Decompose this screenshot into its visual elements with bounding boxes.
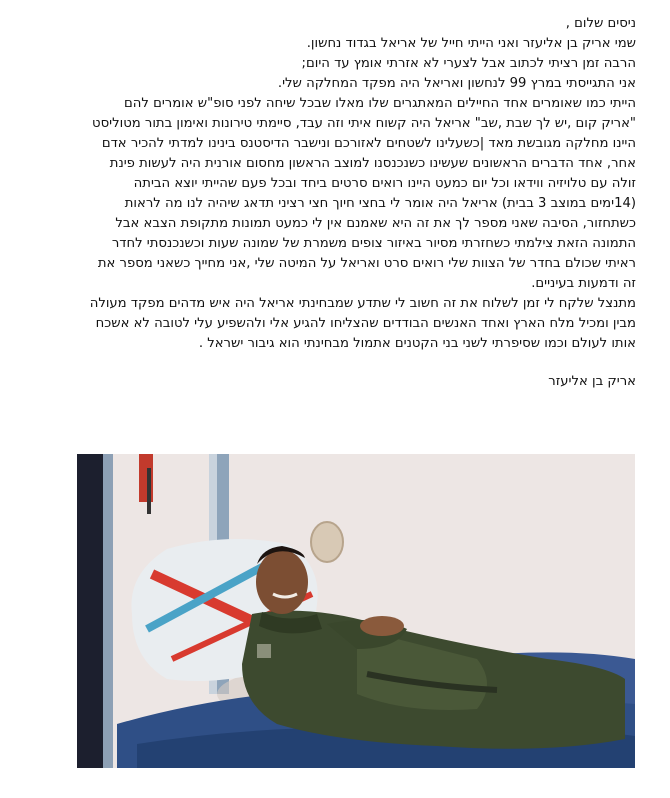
- letter-line: "אריק קום ,יש לך שבת ,שב" אריאל היה קשוח איתי וזה עבד, סיימתי טירונות ואימון בתור מטוליסט: [92, 116, 636, 131]
- letter-line: אותו לעולם וכמו שסיפרתי לשני בני הקטנים אתמול מבחינתי הוא גיבור ישראל .: [198, 336, 636, 351]
- soldier-hands: [360, 616, 404, 636]
- letter-greeting: ניסים שלום ,: [565, 16, 636, 31]
- photo-soldier-on-bunk: [77, 454, 635, 768]
- letter-line: כשתחזור, הסיבה שאני מספר לך את זה היא שאמנם אין לי כמעט תמונות מתקופת הצבא אבל: [115, 216, 636, 231]
- letter-line: זה ודמעות בעיניים.: [531, 276, 636, 291]
- letter-line: היינו מחלקה מגובשת מאד |כשעלינו לשטחים לאזורכם ונישבר הדיסטנס בינינו למדתי להכיר אדם: [101, 136, 636, 151]
- wall-hole: [311, 522, 343, 562]
- letter-line: זולה עם טלויזיה ווידאו וכל יום כמעט היינו רואים סרטים ביחד ובכל פעם שהייתי יוצא הביתה: [133, 176, 636, 191]
- letter-line: אני התגייסתי במרץ 99 לנחשון ואריאל היה מפקד המחלקה שלי.: [277, 76, 636, 91]
- soldier-head: [256, 550, 308, 614]
- letter-line: הייתי כמו שאומרים אחד החיילים המאתגרים שלו מאלו שבכל שיחה לפני סופ"ש אומרים להם: [124, 96, 636, 111]
- letter-line: אחר, אחד הדברים הראשונים שעשינו כשנכנסנו למוצב הראשון מחסום אורנית היה לעשות פינת: [109, 156, 636, 171]
- bunk-post: [103, 454, 113, 768]
- letter-text: [40, 14, 636, 392]
- letter-line: מתנצל שלקח לי זמן לשלוח את זה חשוב לי שתדע שמבחינתי אריאל היה איש מדהים מפקד מעולה: [89, 296, 636, 311]
- letter-line: מבין ומכיל מלח הארץ ואחד האנשים הבודדים שהצליחו להגיע אלי ולהשפיע עלי לטובה לא אשכח: [95, 316, 636, 331]
- letter-line: הרבה זמן רציתי לכתוב אבל לצערי לא אזרתי אומץ עד היום;: [301, 56, 636, 71]
- letter-line: ראיתי שכולם בחדר של הצוות שלי רואים סרט ואריאל על המיטה שלי ,אני מחייך כשאני מספר את: [97, 256, 636, 271]
- shoulder-patch: [257, 644, 271, 658]
- letter-signature: אריק בן אליעזר: [548, 374, 636, 389]
- strap-clip: [147, 468, 151, 514]
- paragraph-gap: [40, 354, 636, 372]
- photo-illustration: [77, 454, 635, 768]
- letter-line: (14ימים במוצב 3 בבית) אריאל היה אומר לי בחצי חיוך חצי רציני תדאג שיהיה לנו מה לראות: [124, 196, 636, 211]
- letter-line: שמי אריק בן אליעזר ואני הייתי חייל של אריאל בגדוד נחשון.: [306, 36, 636, 51]
- letter-line: התמונה הזאת צילמתי כשחזרתי מסיור באיזור צופים משמרת של שמונה שעות וכשנכנסתי לחדר: [111, 236, 636, 251]
